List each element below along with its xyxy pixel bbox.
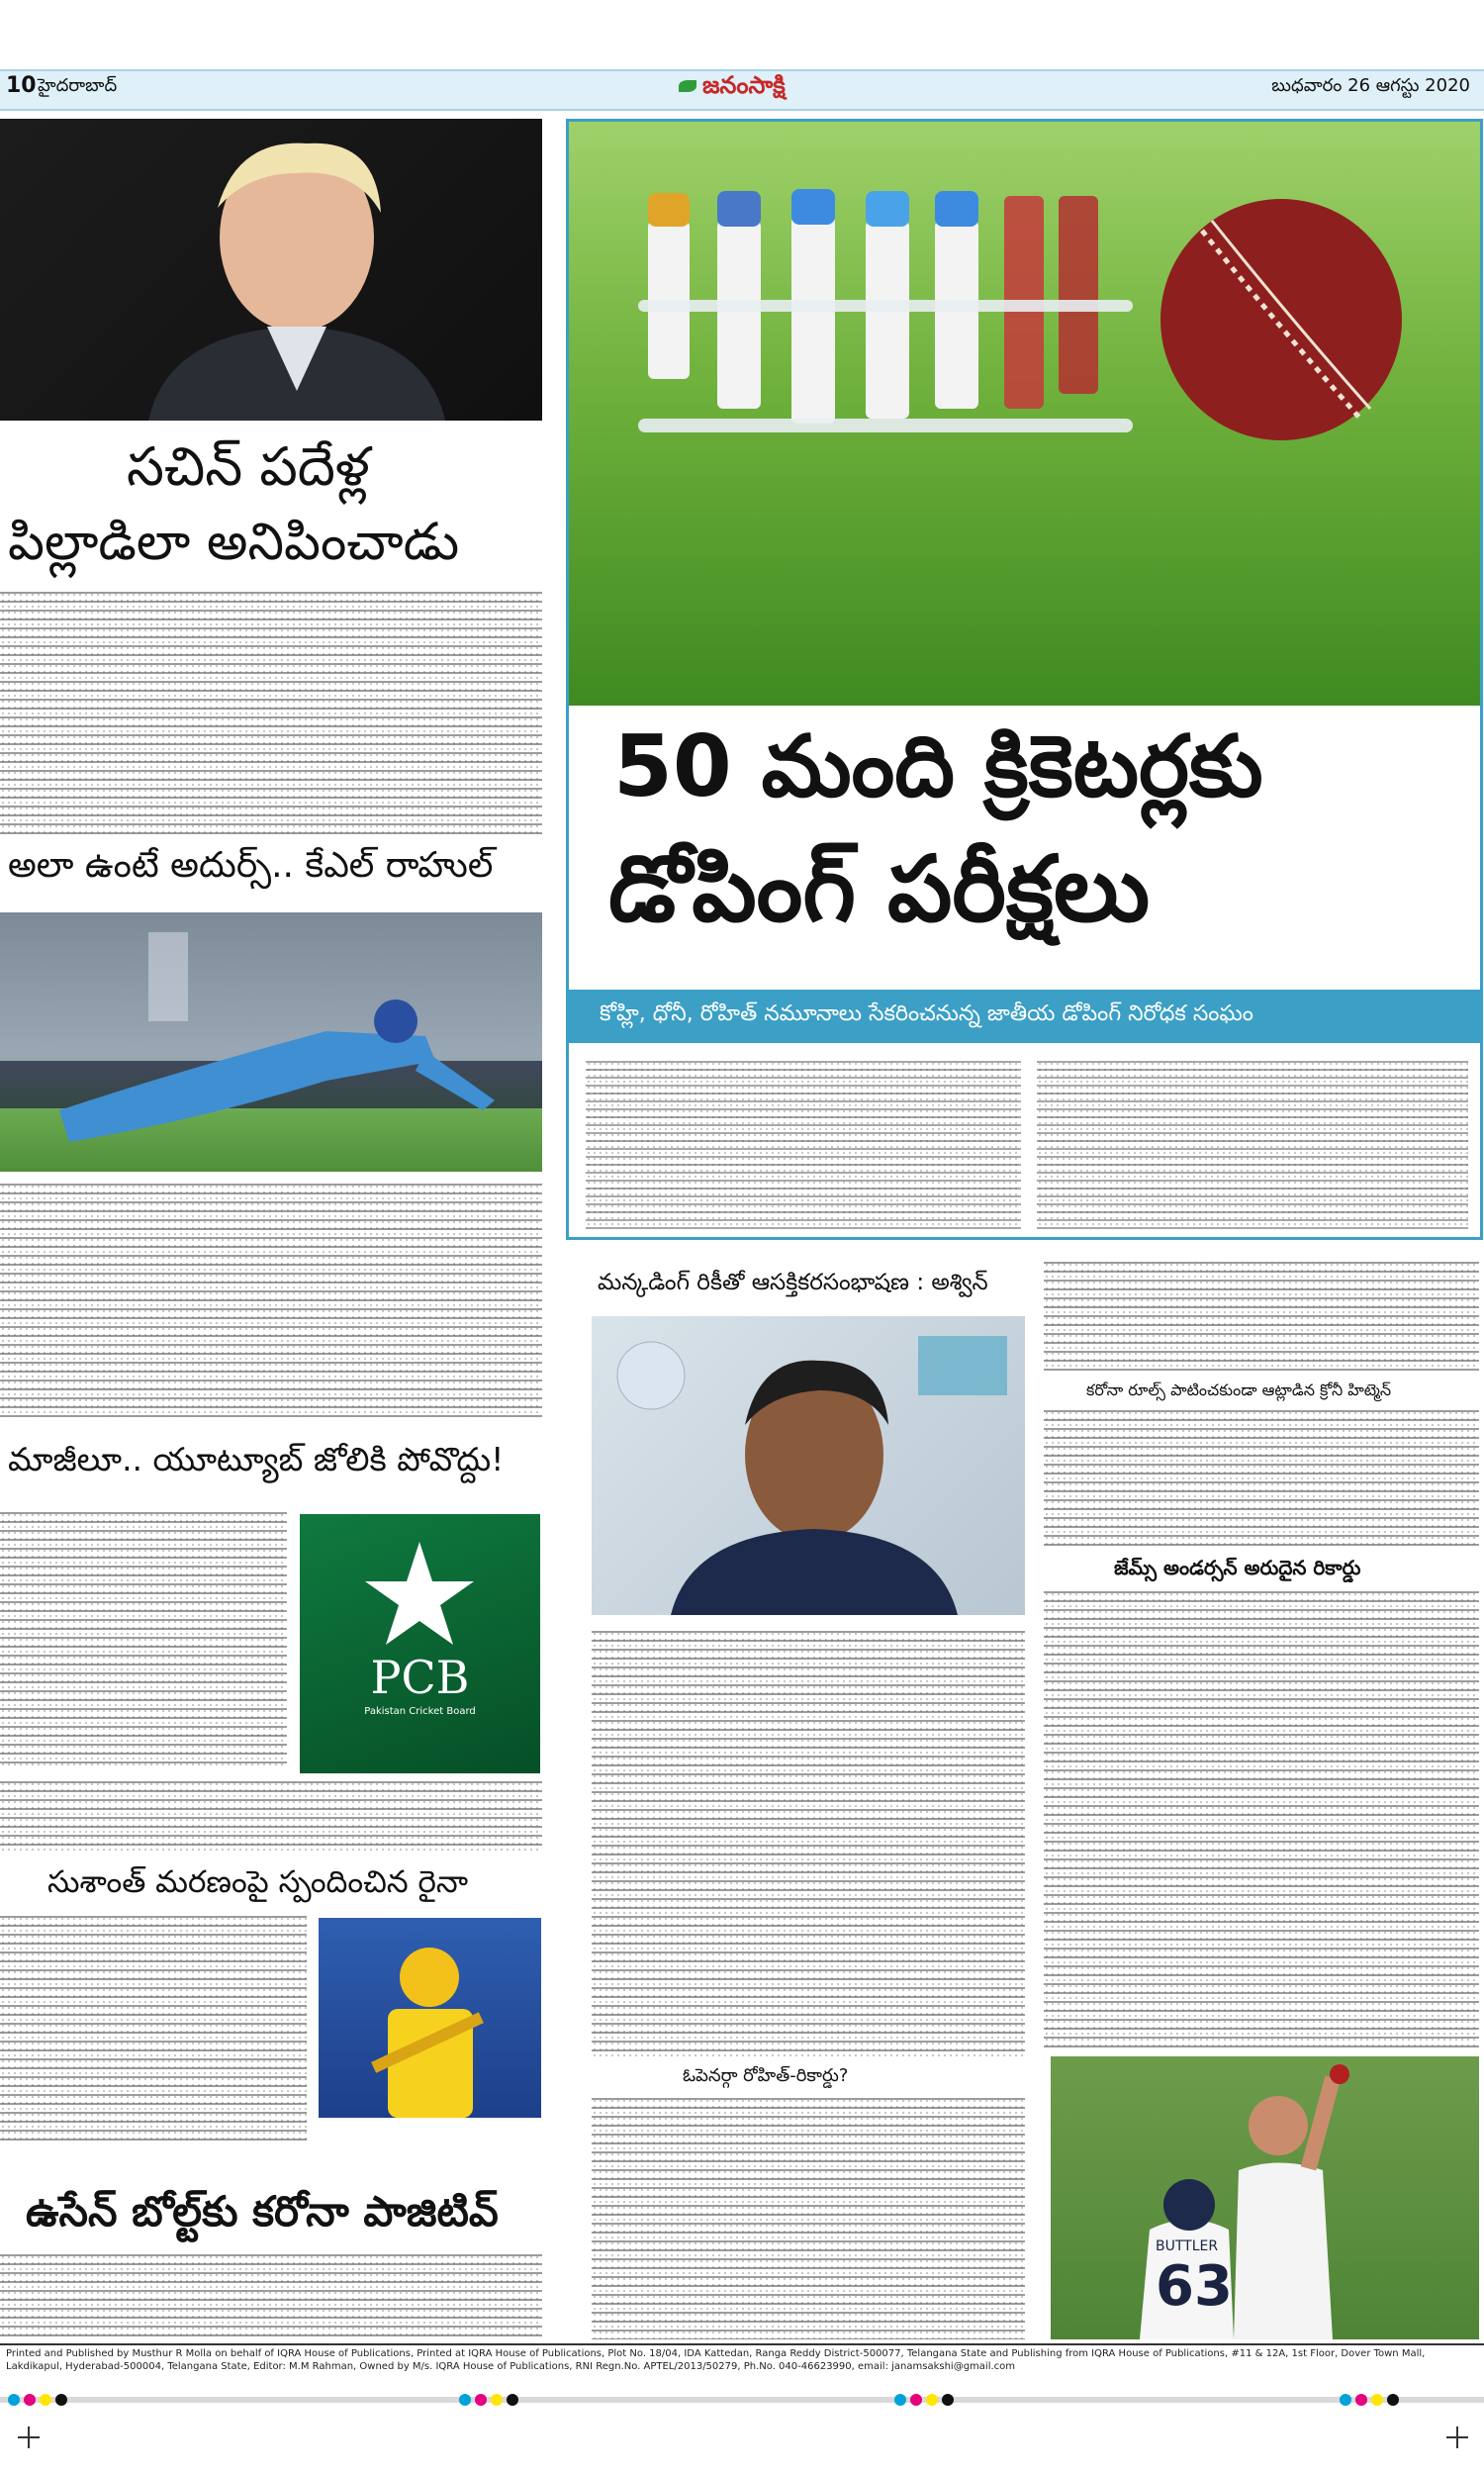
footer-imprint: Printed and Published by Musthur R Molla on behalf of IQRA House of Publications, Printed at IQRA House of Publications, Plot No. 18/04, IDA Kattedan, Ranga Reddy District-500077, Telangana State and Publishing from IQRA House of Publications, #11 & 12A, 1st Floor, Dover Town Mall, Lakdikapul, Hyderabad-500004, Telangana State, Editor: M.M Rahman, Owned by M/s. IQRA House of Publications, RNI Regn.No. APTEL/2013/50279, Ph.No. 040-46623990, email: janamsakshi@gmail.com (6, 2348, 1426, 2372)
ashwin-body (592, 1631, 1025, 2058)
anderson-illustration (1051, 2056, 1479, 2339)
registration-marks (0, 2391, 1484, 2409)
leaf-icon (679, 80, 696, 92)
ashwin-headline: మన్కడింగ్ రికీతో ఆసక్తికరసంభాషణ : అశ్విన్ (598, 1270, 988, 1295)
raina-photo (319, 1918, 541, 2118)
shane-warne-photo (0, 119, 542, 421)
crop-mark-right (1446, 2427, 1468, 2448)
right-body-middle (1044, 1410, 1479, 1547)
dateline: బుధవారం 26 ఆగస్టు 2020 (1271, 75, 1470, 96)
page-number: 10 (6, 73, 37, 98)
edition-city: హైదరాబాద్ (38, 75, 118, 96)
story2-body (0, 1184, 542, 1417)
jersey-name: BUTTLER (1156, 2238, 1219, 2254)
story2-headline: అలా ఉంటే అదుర్స్.. కేఎల్ రాహుల్ (8, 845, 494, 886)
rohit-body (592, 2098, 1025, 2339)
pcb-star-icon (300, 1514, 540, 1653)
lead-headline-line1: 50 మంది క్రికెటర్లకు (613, 717, 1263, 816)
anderson-body (1044, 1591, 1479, 2048)
story5-body (0, 2254, 542, 2339)
lead-headline-line2: డోపింగ్ పరీక్షలు (608, 836, 1151, 942)
story3-body-bottom (0, 1781, 542, 1853)
right-body-top (1044, 1262, 1479, 1371)
story4-body (0, 1916, 307, 2143)
rohit-subhead: ఓపెనర్గా రోహిత్-రికార్డు? (683, 2065, 849, 2086)
story3-headline: మాజీలూ.. యూట్యూబ్ జోలికి పోవొద్దు! (8, 1440, 505, 1478)
jersey-number: 63 (1156, 2254, 1233, 2319)
ashwin-photo (592, 1316, 1025, 1615)
story1-headline-line2: పిల్లాడిలా అనిపించాడు (8, 513, 460, 572)
pcb-logo (300, 1514, 540, 1773)
pcb-logo-subtext: Pakistan Cricket Board (364, 1706, 476, 1717)
corona-subhead: కరోనా రూల్స్ పాటించకుండా ఆట్లాడిన క్రోనీ హిట్మెన్ (1086, 1380, 1392, 1399)
lead-body-right (1037, 1061, 1468, 1229)
masthead-title: జనంసాక్షి (702, 71, 786, 99)
anderson-photo (1051, 2056, 1479, 2339)
masthead (679, 71, 786, 105)
portrait-illustration (0, 119, 542, 421)
batsman-illustration (319, 1918, 541, 2118)
story4-headline: సుశాంత్ మరణంపై స్పందించిన రైనా (47, 1864, 469, 1900)
story1-headline-line1: సచిన్ పదేళ్ల (127, 435, 370, 498)
doping-vials-photo (569, 122, 1480, 706)
lead-body-left (586, 1061, 1021, 1229)
anderson-subhead: జేమ్స్ అండర్సన్ అరుదైన రికార్డు (1114, 1556, 1361, 1579)
story1-body (0, 592, 542, 837)
story5-headline: ఉసేన్ బోల్ట్‌కు కరోనా పాజిటివ్ (26, 2187, 499, 2236)
lead-subheadline: కోహ్లి, ధోనీ, రోహిత్ నమూనాలు సేకరించనున్న జాతీయ డోపింగ్ నిరోధక సంఘం (600, 1001, 1253, 1026)
pcb-logo-text: PCB (370, 1651, 470, 1704)
ashwin-portrait-illustration (592, 1316, 1025, 1615)
color-registration-bar (0, 2391, 1484, 2409)
vials-and-ball-illustration (569, 122, 1480, 706)
story3-body-left (0, 1512, 287, 1769)
footer-rule (0, 2343, 1484, 2345)
diving-player-illustration (0, 912, 542, 1172)
kl-rahul-photo (0, 912, 542, 1172)
crop-mark-left (18, 2427, 40, 2448)
